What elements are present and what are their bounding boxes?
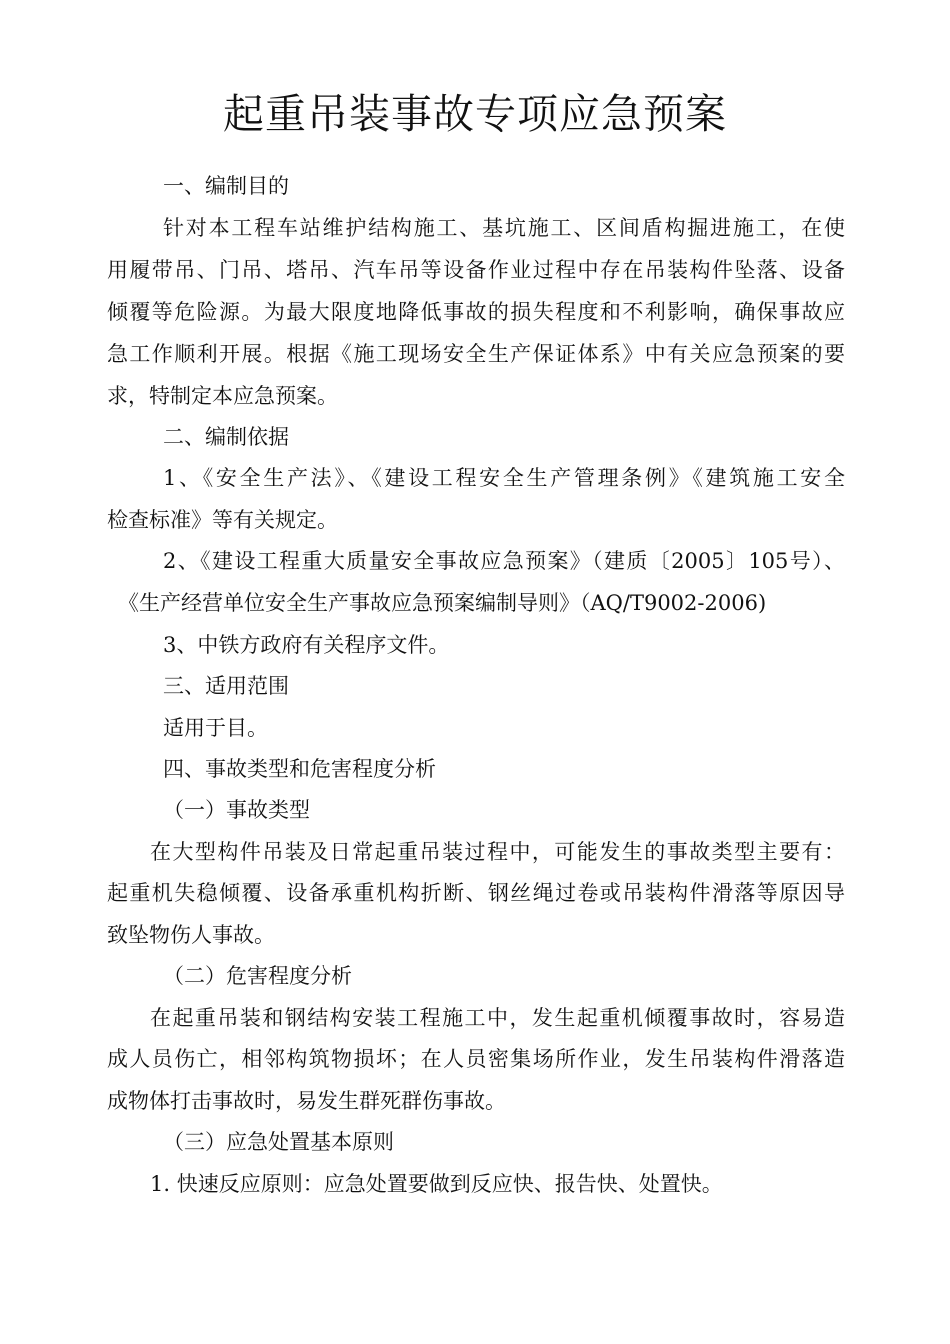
basis-item-line: 《生产经营单位安全生产事故应急预案编制导则》（AQ/T9002-2006) (118, 591, 767, 615)
document-title: 起重吊装事故专项应急预案 (223, 90, 727, 138)
subsection-heading-principles: （三）应急处置基本原则 (163, 1130, 394, 1154)
paragraph-line: 求，特制定本应急预案。 (107, 384, 338, 408)
basis-item-line: 检查标准》等有关规定。 (107, 508, 338, 532)
paragraph-line: 成人员伤亡，相邻构筑物损坏；在人员密集场所作业，发生吊装构件滑落造 (107, 1047, 845, 1071)
paragraph-line: 在大型构件吊装及日常起重吊装过程中，可能发生的事故类型主要有： (150, 840, 845, 864)
subsection-heading-accident-types: （一）事故类型 (163, 798, 310, 822)
basis-item-line: 2、《建设工程重大质量安全事故应急预案》（建质〔2005〕105号）、 (163, 549, 845, 573)
section-heading-basis: 二、编制依据 (163, 425, 289, 449)
basis-item-line: 1、《安全生产法》、《建设工程安全生产管理条例》《建筑施工安全 (163, 466, 845, 490)
paragraph-line: 急工作顺利开展。根据《施工现场安全生产保证体系》中有关应急预案的要 (107, 342, 845, 366)
basis-item-line: 3、中铁方政府有关程序文件。 (163, 633, 450, 657)
paragraph-line: 成物体打击事故时，易发生群死群伤事故。 (107, 1089, 506, 1113)
paragraph-line: 起重机失稳倾覆、设备承重机构折断、钢丝绳过卷或吊装构件滑落等原因导 (107, 881, 845, 905)
section-heading-scope: 三、适用范围 (163, 674, 289, 698)
paragraph-line: 在起重吊装和钢结构安装工程施工中，发生起重机倾覆事故时，容易造 (150, 1006, 845, 1030)
scope-text: 适用于目。 (163, 716, 268, 740)
section-heading-purpose: 一、编制目的 (163, 174, 289, 198)
section-heading-analysis: 四、事故类型和危害程度分析 (163, 757, 436, 781)
subsection-heading-hazard-analysis: （二）危害程度分析 (163, 964, 352, 988)
paragraph-line: 致坠物伤人事故。 (107, 923, 275, 947)
principle-item: 1. 快速反应原则：应急处置要做到反应快、报告快、处置快。 (150, 1172, 723, 1196)
paragraph-line: 针对本工程车站维护结构施工、基坑施工、区间盾构掘进施工，在使 (163, 216, 845, 240)
paragraph-line: 倾覆等危险源。为最大限度地降低事故的损失程度和不利影响，确保事故应 (107, 300, 845, 324)
paragraph-line: 用履带吊、门吊、塔吊、汽车吊等设备作业过程中存在吊装构件坠落、设备 (107, 258, 845, 282)
